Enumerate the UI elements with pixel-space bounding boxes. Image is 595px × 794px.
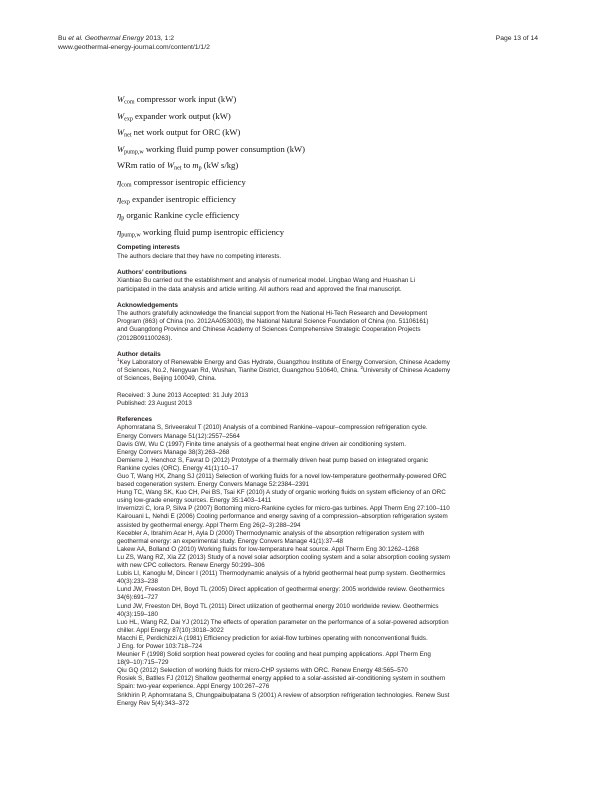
nomenclature-item: $W_{pump,w}$ working fluid pump power consumption (kW)	[117, 143, 306, 156]
reference-line: Lubis LI, Kanoglu M, Dincer I (2011) Thermodynamic analysis of a hybrid geothermal heat pump system. Geothermics	[117, 570, 446, 578]
reference-line: Spain: two-year experience. Appl Energy 100:267–276	[117, 683, 270, 691]
reference-item	[117, 513, 537, 529]
reference-line: Rankine cycles (ORC). Energy 41(1):10–17	[117, 464, 239, 472]
competing-interests-text: The authors declare that they have no competing interests.	[117, 252, 282, 260]
journal-citation: Bu et al. Geothermal Energy 2013, 1:2	[58, 35, 174, 42]
reference-item	[117, 441, 537, 457]
reference-line: with new CPC collectors. Renew Energy 50:299–306	[117, 562, 265, 570]
text-line: Xianbiao Bu carried out the establishment and analysis of numerical model. Lingbao Wang and Huashan Li	[117, 277, 416, 285]
nomenclature-item: $W_{com}$ compressor work input (kW)	[117, 94, 237, 106]
text-line: The authors gratefully acknowledge the financial support from the National Hi-Tech Research and Development	[117, 310, 428, 318]
reference-line: Rosiek S, Batlles FJ (2012) Shallow geothermal energy applied to a solar-assisted air-conditioning system in southern	[117, 675, 446, 683]
reference-item	[117, 473, 537, 489]
published-date: Published: 23 August 2013	[117, 399, 192, 407]
reference-line: Energy Convers Manage 51(12):2557–2564	[117, 432, 240, 440]
text-line: $^1$Key Laboratory of Renewable Energy and Gas Hydrate, Guangzhou Institute of Energy Conversion, Chinese Academy	[117, 357, 450, 367]
reference-item	[117, 505, 537, 513]
reference-line: 40(3):159–180	[117, 610, 158, 618]
running-header	[58, 34, 210, 53]
reference-line: Invernizzi C, Iora P, Silva P (2007) Bottoming micro-Rankine cycles for micro-gas turbines. Appl Therm Eng 27:100–110	[117, 505, 450, 513]
reference-line: based cogeneration system. Energy Convers Manage 52:2384–2391	[117, 481, 310, 489]
reference-line: 18(9–10):715–729	[117, 659, 169, 667]
reference-item	[117, 489, 537, 505]
section-heading: Author details	[117, 350, 161, 358]
reference-item	[117, 692, 537, 708]
acknowledgements-section	[117, 302, 537, 343]
reference-item	[117, 603, 537, 619]
reference-line: assisted by geothermal energy. Appl Therm Eng 26(2–3):288–294	[117, 521, 301, 529]
reference-item	[117, 457, 537, 473]
text-line: and Guangdong Province and Chinese Academy of Sciences Comprehensive Strategic Cooperation Projects	[117, 326, 421, 334]
reference-item	[117, 667, 537, 675]
reference-line: Lund JW, Freeston DH, Boyd TL (2011) Direct utilization of geothermal energy 2010 worldwide review. Geothermics	[117, 602, 439, 610]
reference-line: Lund JW, Freeston DH, Boyd TL (2005) Direct application of geothermal energy: 2005 worldwide review. Geothermics	[117, 586, 445, 594]
section-heading: Competing interests	[117, 244, 180, 252]
reference-line: J Eng. for Power 103:718–724	[117, 642, 203, 650]
reference-line: Davis GW, Wu C (1997) Finite time analysis of a geothermal heat engine driven air conditioning system.	[117, 440, 406, 448]
reference-line: chiller. Appl Energy 87(10):3018–3022	[117, 626, 224, 634]
reference-item	[117, 570, 537, 586]
reference-item	[117, 424, 537, 440]
reference-item	[117, 586, 537, 602]
reference-line: Srikhirin P, Aphornratana S, Chungpaibulpatana S (2001) A review of absorption refrigeration technologies. Renew Sust	[117, 691, 450, 699]
nomenclature-item: $\eta_{exp}$ expander isentropic efficiency	[117, 193, 236, 206]
reference-line: Energy Convers Manage 38(3):263–268	[117, 448, 230, 456]
reference-line: Qiu GQ (2012) Selection of working fluids for micro-CHP systems with ORC. Renew Energy 48:565–570	[117, 667, 408, 675]
received-accepted-date: Received: 3 June 2013 Accepted: 31 July 2013	[117, 391, 249, 399]
nomenclature-item: $\eta_p$ organic Rankine cycle efficiency	[117, 210, 240, 222]
reference-item	[117, 675, 537, 691]
reference-item	[117, 546, 537, 554]
nomenclature-item: $\eta_{pump,w}$ working fluid pump isentropic efficiency	[117, 226, 285, 239]
reference-line: Guo T, Wang HX, Zhang SJ (2011) Selection of working fluids for a novel low-temperature geothermally-powered ORC	[117, 473, 447, 480]
nomenclature-item: $W_{net}$ net work output for ORC (kW)	[117, 127, 241, 139]
reference-item	[117, 635, 537, 651]
nomenclature-item-wrm: WRm ratio of $W_{net}$ to $m_p$ (kW s/kg)	[117, 160, 239, 172]
reference-line: Hung TC, Wang SK, Kuo CH, Pei BS, Tsai KF (2010) A study of organic working fluids on system efficiency of an ORC	[117, 489, 446, 497]
text-line: participated in the data analysis and article writing. All authors read and approved the final manuscript.	[117, 285, 402, 293]
reference-line: Energy Rev 5(4):343–372	[117, 699, 190, 707]
nomenclature-list	[117, 91, 537, 240]
reference-line: Demierre J, Henchoz S, Favrat D (2012) Prototype of a thermally driven heat pump based on integrated organic	[117, 456, 429, 464]
article-url[interactable]: www.geothermal-energy-journal.com/content/1/1/2	[58, 44, 210, 52]
author-details-section	[117, 351, 537, 384]
reference-list	[117, 424, 537, 707]
publication-dates	[117, 392, 537, 408]
text-line: (2012B091100263).	[117, 334, 173, 342]
reference-line: geothermal energy: an experimental study. Energy Convers Manage 41(1):37–48	[117, 537, 344, 545]
reference-line: Lakew AA, Bolland O (2010) Working fluids for low-temperature heat source. Appl Therm Eng 30:1262–1268	[117, 545, 419, 553]
reference-line: Kairouani L, Nehdi E (2006) Cooling performance and energy saving of a compression–absorption refrigeration system	[117, 513, 448, 521]
reference-line: 40(3):233–238	[117, 578, 158, 586]
references-section	[117, 416, 537, 708]
page-number: Page 13 of 14	[495, 35, 538, 42]
reference-line: Meunier F (1998) Solid sorption heat powered cycles for cooling and heat pumping applications. Appl Therm Eng	[117, 651, 431, 659]
section-heading: References	[117, 416, 153, 424]
reference-item	[117, 651, 537, 667]
reference-line: using low-grade energy sources. Energy 35:1403–1411	[117, 497, 272, 505]
reference-line: Lu ZS, Wang RZ, Xia ZZ (2013) Study of a novel solar adsorption cooling system and a solar absorption cooling system	[117, 553, 450, 561]
reference-line: Aphornratana S, Sriveerakul T (2010) Analysis of a combined Rankine–vapour–compression refrigeration cycle.	[117, 424, 428, 432]
text-line: of Sciences, Beijing 100049, China.	[117, 375, 217, 383]
nomenclature-item: $W_{exp}$ expander work output (kW)	[117, 110, 231, 123]
reference-line: Luo HL, Wang RZ, Dai YJ (2012) The effects of operation parameter on the performance of a solar-powered adsorption	[117, 618, 449, 626]
nomenclature-item: $\eta_{com}$ compressor isentropic efficiency	[117, 176, 246, 189]
section-heading: Authors’ contributions	[117, 269, 187, 277]
reference-line: Macchi E, Perdichizzi A (1981) Efficiency prediction for axial-flow turbines operating with nonconventional fluids.	[117, 634, 428, 642]
reference-item	[117, 554, 537, 570]
text-line: of Sciences, No.2, Nengyuan Rd, Wushan, Tianhe District, Guangzhou 510640, China. $^2$University of Chinese Academy	[117, 365, 451, 375]
competing-interests-section	[117, 244, 537, 261]
section-heading: Acknowledgements	[117, 301, 179, 309]
reference-line: 34(6):691–727	[117, 594, 158, 602]
text-line: Program (863) of China (no. 2012AA053003), the National Natural Science Foundation of China (no. 51106161)	[117, 318, 429, 326]
reference-item	[117, 530, 537, 546]
authors-contributions-section	[117, 269, 537, 294]
article-body	[117, 91, 537, 708]
reference-line: Kecebler A, Ibrahim Acar H, Ayla D (2000) Thermodynamic analysis of the absorption refrigeration system with	[117, 529, 425, 537]
reference-item	[117, 619, 537, 635]
